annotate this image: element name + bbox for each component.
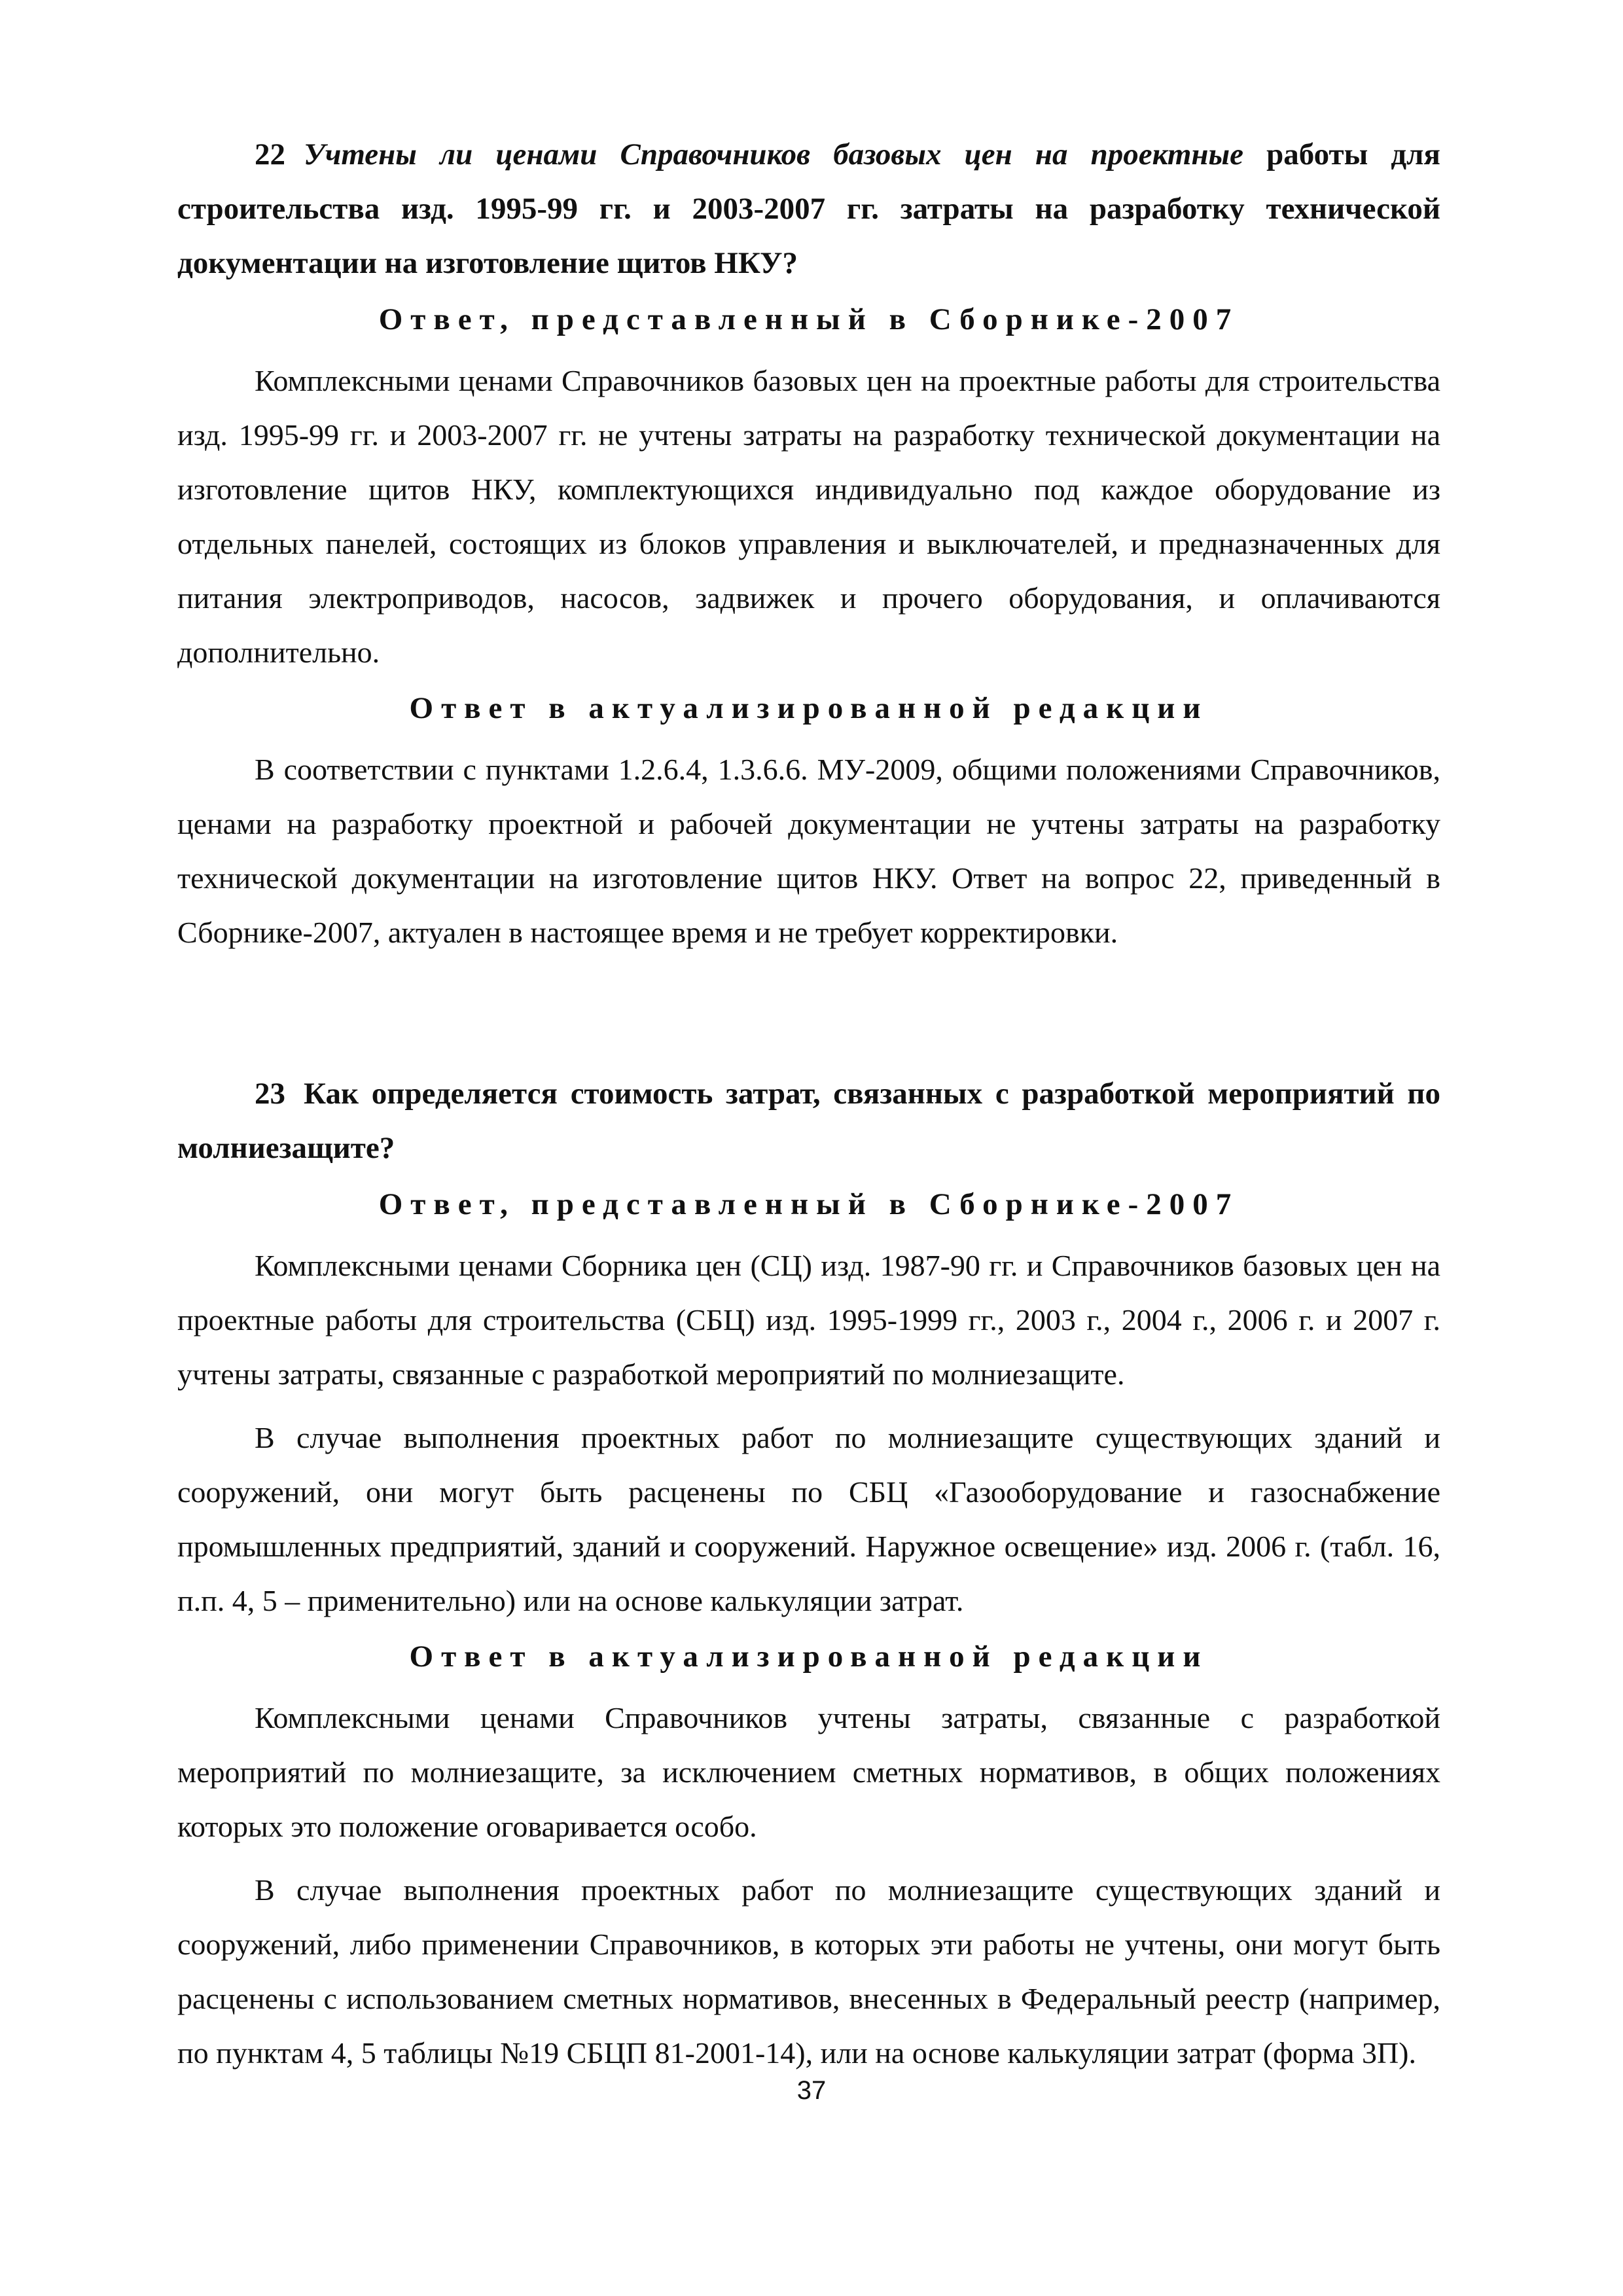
answer-paragraph: Комплексными ценами Сборника цен (СЦ) изд. 1987-90 гг. и Справочников базовых цен на проектные работы для строительства (СБЦ) изд. 1995-1999 гг., 2003 г., 2004 г., 2006 г. и 2007 г. учтены затраты, связанные с разработкой мероприятий по молниезащите. — [177, 1249, 1440, 1391]
question-text: работы для строительства изд. 1995-99 гг. и 2003-2007 гг. затраты на разработку технической документации на изготовление щитов НКУ? — [177, 137, 1440, 280]
answer-paragraph: В случае выполнения проектных работ по молниезащите существующих зданий и сооружений, они могут быть расценены по СБЦ «Газооборудование и газоснабжение промышленных предприятий, зданий и сооружений. Наружное освещение» изд. 2006 г. (табл. 16, п.п. 4, 5 – применительно) или на основе калькуляции затрат. — [177, 1421, 1440, 1617]
question-22 — [177, 128, 1440, 291]
answer-2007-heading: Ответ, представленный в Сборнике-2007 — [378, 302, 1240, 336]
answer-paragraph: Комплексными ценами Справочников базовых цен на проектные работы для строительства изд. 1995-99 гг. и 2003-2007 гг. не учтены затраты на разработку технической документации на изготовление щитов НКУ, комплектующихся индивидуально под каждое оборудование из отдельных панелей, состоящих из блоков управления и выключателей, и предназначенных для питания электроприводов, насосов, задвижек и прочего оборудования, и оплачиваются дополнительно. — [177, 364, 1440, 669]
answer-paragraph: В соответствии с пунктами 1.2.6.4, 1.3.6.6. МУ-2009, общими положениями Справочников, ценами на разработку проектной и рабочей документации не учтены затраты на разработку технической документации на изготовление щитов НКУ. Ответ на вопрос 22, приведенный в Сборнике-2007, актуален в настоящее время и не требует корректировки. — [177, 753, 1440, 949]
answer-2007-heading: Ответ, представленный в Сборнике-2007 — [378, 1187, 1240, 1221]
question-number: 22 — [255, 137, 285, 171]
question-text-italic: Учтены ли ценами Справочников базовых цен на проектные — [304, 137, 1243, 171]
question-text: Как определяется стоимость затрат, связанных с разработкой мероприятий по молниезащите? — [177, 1077, 1440, 1165]
document-page — [177, 128, 1440, 2089]
question-number: 23 — [255, 1077, 285, 1111]
answer-updated-heading: Ответ в актуализированной редакции — [409, 691, 1209, 725]
page-number: 37 — [796, 2076, 827, 2105]
question-23 — [177, 1067, 1440, 1175]
answer-updated-heading: Ответ в актуализированной редакции — [409, 1640, 1209, 1674]
answer-paragraph: В случае выполнения проектных работ по молниезащите существующих зданий и сооружений, либо применении Справочников, в которых эти работы не учтены, они могут быть расценены с использованием сметных нормативов, внесенных в Федеральный реестр (например, по пунктам 4, 5 таблицы №19 СБЦП 81-2001-14), или на основе калькуляции затрат (форма 3П). — [177, 1873, 1440, 2070]
section-spacer — [177, 969, 1440, 1067]
answer-paragraph: Комплексными ценами Справочников учтены затраты, связанные с разработкой мероприятий по молниезащите, за исключением сметных нормативов, в общих положениях которых это положение оговаривается особо. — [177, 1701, 1440, 1843]
